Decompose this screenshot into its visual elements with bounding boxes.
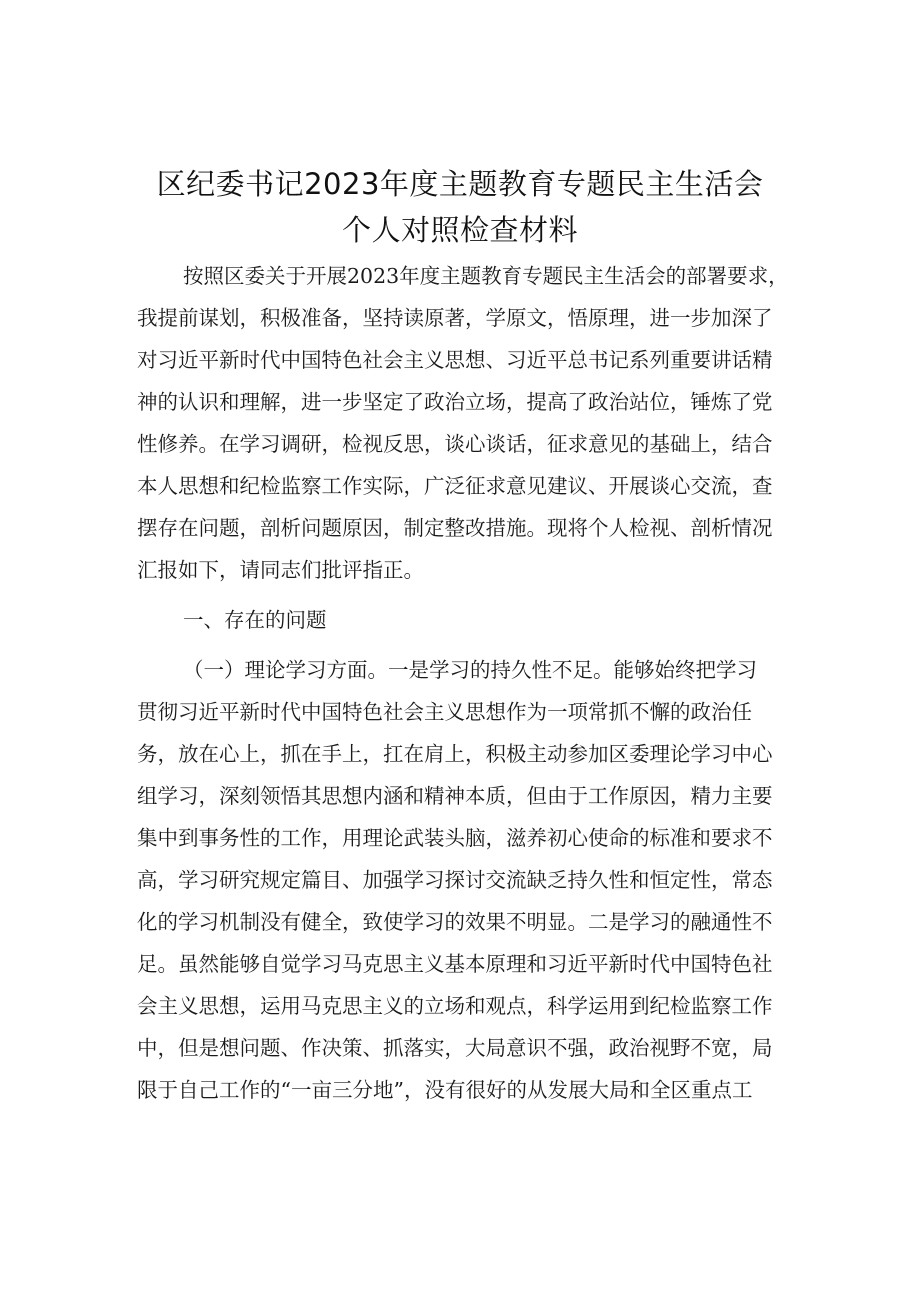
- paragraph-2-line-4: 组学习，深刻领悟其思想内涵和精神本质，但由于工作原因，精力主要: [137, 784, 773, 808]
- section-heading-problems: 一、存在的问题: [183, 608, 327, 632]
- paragraph-2-line-3: 务，放在心上，抓在手上，扛在肩上，积极主动参加区委理论学习中心: [137, 742, 773, 766]
- paragraph-1-line-5: 性修养。在学习调研，检视反思，谈心谈话，征求意见的基础上，结合: [137, 432, 773, 456]
- paragraph-2-line-2: 贯彻习近平新时代中国特色社会主义思想作为一项常抓不懈的政治任: [137, 700, 752, 724]
- paragraph-1-line-7: 摆存在问题，剖析问题原因，制定整改措施。现将个人检视、剖析情况: [137, 516, 773, 540]
- paragraph-2-line-9: 会主义思想，运用马克思主义的立场和观点，科学运用到纪检监察工作: [137, 994, 773, 1018]
- paragraph-2-line-6: 高，学习研究规定篇目、加强学习探讨交流缺乏持久性和恒定性，常态: [137, 868, 773, 892]
- paragraph-2-line-1: （一）理论学习方面。一是学习的持久性不足。能够始终把学习: [183, 658, 757, 682]
- paragraph-2-line-5: 集中到事务性的工作，用理论武装头脑，滋养初心使命的标准和要求不: [137, 826, 773, 850]
- paragraph-1-line-6: 本人思想和纪检监察工作实际，广泛征求意见建议、开展谈心交流，查: [137, 474, 773, 498]
- document-title-line-2: 个人对照检查材料: [341, 213, 578, 247]
- paragraph-2-line-11: 限于自己工作的“一亩三分地”，没有很好的从发展大局和全区重点工: [137, 1078, 753, 1102]
- paragraph-1-line-8: 汇报如下，请同志们批评指正。: [137, 558, 424, 582]
- paragraph-2-line-10: 中，但是想问题、作决策、抓落实，大局意识不强，政治视野不宽，局: [137, 1036, 773, 1060]
- paragraph-1-line-3: 对习近平新时代中国特色社会主义思想、习近平总书记系列重要讲话精: [137, 348, 773, 372]
- paragraph-1-line-1: 按照区委关于开展2023年度主题教育专题民主生活会的部署要求，: [183, 264, 789, 288]
- paragraph-1-line-2: 我提前谋划，积极准备，坚持读原著，学原文，悟原理，进一步加深了: [137, 306, 773, 330]
- paragraph-2-line-8: 足。虽然能够自觉学习马克思主义基本原理和习近平新时代中国特色社: [137, 952, 773, 976]
- paragraph-2-line-7: 化的学习机制没有健全，致使学习的效果不明显。二是学习的融通性不: [137, 910, 773, 934]
- document-title-line-1: 区纪委书记2023年度主题教育专题民主生活会: [156, 167, 764, 201]
- paragraph-1-line-4: 神的认识和理解，进一步坚定了政治立场，提高了政治站位，锤炼了党: [137, 390, 773, 414]
